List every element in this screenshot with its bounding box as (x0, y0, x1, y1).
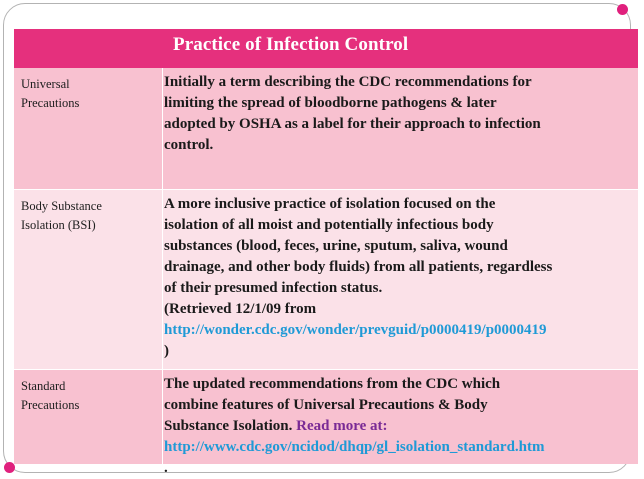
row-term: Universal Precautions (21, 77, 80, 110)
row-term: Standard Precautions (21, 379, 80, 412)
cdc-wonder-link[interactable]: http://wonder.cdc.gov/wonder/prevguid/p0000419/p0000419 (164, 322, 547, 338)
table-row-body-substance-isolation (14, 190, 638, 369)
row-description: Initially a term describing the CDC recommendations for limiting the spread of bloodborne pathogens & later adopted by OSHA as a label for their approach to infection control. (164, 74, 541, 153)
retrieved-note: (Retrieved 12/1/09 from (164, 301, 317, 317)
infection-control-table (14, 29, 638, 476)
table-header (14, 29, 638, 68)
row-description: The updated recommendations from the CDC which combine features of Universal Precautions & Body Substance Isolation. Read more at: http://www.cdc.gov/ncidod/dhqp/gl_isolation_standard.htm . (164, 374, 644, 479)
cdc-isolation-standard-link[interactable]: http://www.cdc.gov/ncidod/dhqp/gl_isolation_standard.htm (164, 439, 545, 455)
row-divider (14, 189, 638, 190)
read-more-label: Read more at: (296, 418, 388, 434)
row-divider (14, 369, 638, 370)
decorative-dot-top-right (617, 4, 628, 15)
row-term: Body Substance Isolation (BSI) (21, 199, 102, 232)
table-row-standard-precautions (14, 370, 638, 476)
column-divider (162, 68, 163, 464)
table-title: Practice of Infection Control (173, 34, 409, 55)
row-description: A more inclusive practice of isolation focused on the isolation of all moist and potentially infectious body substances (blood, feces, urine, sputum, saliva, wound drainage, and other body fluids) from all patients, regardless of their presumed infection status. (Retrieved 12/1/09 from http://wonder.cdc.gov/wonder/prevguid/p0000419/p0000419 ) (164, 194, 644, 362)
table-row-universal-precautions (14, 68, 638, 189)
